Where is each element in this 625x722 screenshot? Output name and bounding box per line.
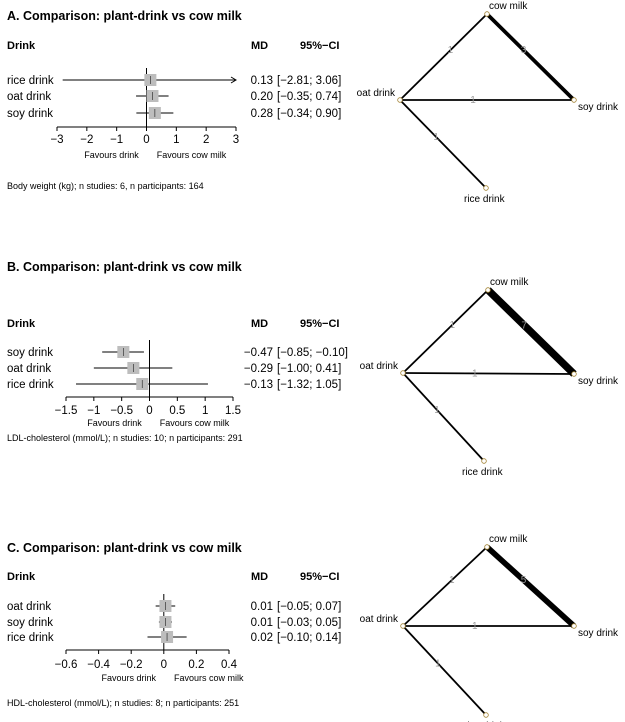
edge-study-count: 1: [447, 45, 454, 57]
x-tick-label: −1.5: [54, 405, 78, 417]
edge-study-count: 1: [433, 131, 439, 143]
ci-value: [−0.35; 0.74]: [277, 91, 342, 103]
row-label: oat drink: [7, 91, 52, 103]
network-edge: [403, 290, 488, 373]
network-node: [572, 624, 577, 629]
column-header-md: MD: [251, 571, 269, 583]
row-label: rice drink: [7, 632, 54, 644]
row-label: oat drink: [7, 601, 52, 613]
favours-left-label: Favours drink: [87, 418, 142, 428]
panel-footnote: HDL-cholesterol (mmol/L); n studies: 8; n participants: 251: [7, 698, 240, 708]
network-node: [484, 713, 489, 718]
column-header-ci: 95%−CI: [300, 571, 340, 583]
forest-panel-c: [7, 534, 619, 722]
network-edge: [403, 373, 574, 374]
column-header-drink: Drink: [7, 318, 36, 330]
x-tick-label: 0.2: [188, 659, 205, 671]
favours-right-label: Favours cow milk: [174, 673, 244, 683]
md-value: 0.13: [250, 75, 273, 87]
edge-study-count: 1: [449, 319, 456, 331]
panel-footnote: LDL-cholesterol (mmol/L); n studies: 10; n participants: 291: [7, 433, 243, 443]
x-tick-label: −2: [80, 134, 94, 146]
node-label-rice-drink: rice drink: [464, 194, 505, 205]
forest-panel-a: [7, 1, 619, 205]
x-tick-label: 1.5: [225, 405, 241, 417]
md-value: 0.28: [250, 108, 273, 120]
edge-study-count: 1: [435, 658, 441, 670]
edge-study-count: 1: [434, 404, 440, 416]
x-tick-label: 2: [202, 134, 210, 146]
favours-left-label: Favours drink: [101, 673, 157, 683]
node-label-oat-drink: oat drink: [356, 88, 395, 99]
favours-right-label: Favours cow milk: [159, 418, 230, 428]
ci-value: [−0.85; −0.10]: [277, 347, 348, 359]
forest-panel-b: [7, 260, 619, 478]
network-node: [485, 12, 490, 17]
md-value: −0.29: [243, 363, 273, 375]
ci-value: [−1.00; 0.41]: [277, 363, 342, 375]
row-label: soy drink: [7, 347, 54, 359]
node-label-rice-drink: rice drink: [462, 467, 503, 478]
column-header-md: MD: [251, 40, 269, 52]
network-node: [401, 371, 406, 376]
row-label: soy drink: [7, 617, 54, 629]
network-node: [484, 186, 489, 191]
node-label-soy-drink: soy drink: [578, 102, 619, 113]
x-tick-label: −0.2: [119, 659, 143, 671]
network-node: [572, 98, 577, 103]
node-label-soy-drink: soy drink: [578, 376, 619, 387]
favours-right-label: Favours cow milk: [156, 150, 227, 160]
network-graph: [360, 277, 619, 478]
column-header-drink: Drink: [7, 40, 36, 52]
x-tick-label: −0.5: [110, 405, 134, 417]
ci-value: [−0.10; 0.14]: [277, 632, 342, 644]
network-node: [485, 545, 490, 550]
network-edge: [487, 547, 574, 626]
x-tick-label: 0: [146, 405, 153, 417]
edge-study-count: 1: [470, 95, 476, 106]
network-node: [486, 288, 491, 293]
node-label-oat-drink: oat drink: [359, 361, 398, 372]
network-edge: [403, 373, 484, 461]
edge-study-count: 3: [520, 45, 527, 57]
node-label-cow-milk: cow milk: [489, 534, 528, 545]
node-label-soy-drink: soy drink: [578, 628, 619, 639]
ci-value: [−0.05; 0.07]: [277, 601, 342, 613]
x-tick-label: 0.4: [221, 659, 237, 671]
ci-value: [−1.32; 1.05]: [277, 379, 342, 391]
panel-title: C. Comparison: plant-drink vs cow milk: [7, 541, 242, 555]
ci-value: [−0.34; 0.90]: [277, 108, 342, 120]
network-edge: [403, 626, 486, 715]
row-label: rice drink: [7, 379, 54, 391]
ci-value: [−2.81; 3.06]: [277, 75, 342, 87]
panel-footnote: Body weight (kg); n studies: 6, n participants: 164: [7, 181, 204, 191]
edge-study-count: 1: [472, 621, 478, 632]
x-tick-label: −1: [87, 405, 101, 417]
md-value: 0.20: [250, 91, 273, 103]
network-graph: [357, 1, 619, 205]
edge-study-count: 1: [448, 575, 455, 587]
x-tick-label: 0: [160, 659, 168, 671]
edge-study-count: 5: [520, 575, 527, 587]
column-header-md: MD: [251, 318, 269, 330]
row-label: soy drink: [7, 108, 54, 120]
network-edge: [488, 290, 574, 374]
x-tick-label: −0.6: [54, 659, 78, 671]
column-header-drink: Drink: [7, 571, 36, 583]
network-edge: [400, 100, 486, 188]
md-value: 0.02: [250, 632, 273, 644]
x-tick-label: −1: [110, 134, 124, 146]
edge-study-count: 1: [472, 368, 478, 380]
network-edge: [487, 14, 574, 100]
x-tick-label: 1: [201, 405, 209, 417]
network-edge: [400, 14, 487, 100]
md-value: −0.13: [243, 379, 273, 391]
x-tick-label: 0: [143, 134, 150, 146]
x-tick-label: −3: [50, 134, 64, 146]
x-tick-label: 3: [232, 134, 240, 146]
md-value: −0.47: [243, 347, 273, 359]
network-node: [572, 372, 577, 377]
md-value: 0.01: [250, 601, 273, 613]
node-label-cow-milk: cow milk: [490, 277, 529, 288]
ci-value: [−0.03; 0.05]: [277, 617, 342, 629]
favours-left-label: Favours drink: [84, 150, 139, 160]
network-graph: [360, 534, 619, 722]
md-value: 0.01: [250, 617, 273, 629]
column-header-ci: 95%−CI: [300, 318, 340, 330]
column-header-ci: 95%−CI: [300, 40, 340, 52]
node-label-cow-milk: cow milk: [489, 1, 528, 12]
row-label: oat drink: [7, 363, 52, 375]
network-node: [401, 624, 406, 629]
panel-title: A. Comparison: plant-drink vs cow milk: [7, 9, 242, 23]
x-tick-label: 0.5: [169, 405, 186, 417]
network-node: [398, 98, 403, 103]
network-edge: [403, 547, 487, 626]
row-label: rice drink: [7, 75, 54, 87]
x-tick-label: −0.4: [87, 659, 110, 671]
panel-title: B. Comparison: plant-drink vs cow milk: [7, 260, 242, 274]
node-label-oat-drink: oat drink: [359, 614, 398, 625]
x-tick-label: 1: [173, 134, 180, 146]
network-node: [482, 459, 487, 464]
edge-study-count: 7: [521, 320, 527, 332]
